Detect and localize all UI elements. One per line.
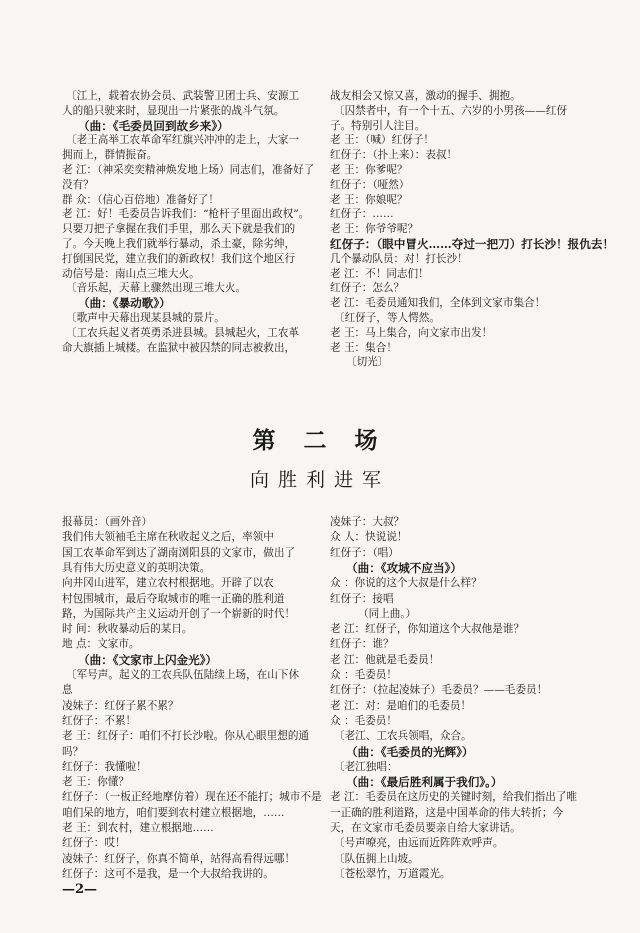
text-line: 地 点：文家市。 (62, 638, 140, 651)
text-line: 〔切光〕 (346, 356, 389, 369)
text-line: 路，为国际共产主义运动开创了一个崭新的时代！ (62, 607, 296, 620)
text-line: 红伢子：（眼中冒火……夺过一把刀）打长沙！报仇去！ (330, 237, 615, 251)
text-line: 〔苍松翠竹，万道霞光。 (334, 867, 451, 880)
text-line: 〔红伢子，等人愕然。 (334, 312, 440, 324)
text-line: （曲：《毛委员回到故乡来》） (78, 118, 229, 133)
text-line: 报幕员：（画外音） (62, 516, 153, 528)
text-line: 〔歌声中天幕出现某县城的景片。 (66, 312, 225, 324)
text-line: 红伢子：谁？ (330, 638, 394, 651)
text-line: 老 江：（神采奕奕精神焕发地上场）同志们，准备好了 (62, 164, 315, 176)
text-line: （曲：《毛委员的光辉》） (346, 744, 474, 759)
text-line: 红伢子：（拉起凌妹子）毛委员？——毛委员！ (330, 684, 548, 697)
text-line: 命大旗插上城楼。在监狱中被囚禁的同志被救出， (62, 341, 296, 354)
text-line: 具有伟大历史意义的英明决策。 (62, 561, 211, 574)
text-line: （曲：《文家市上闪金光》） (78, 652, 218, 667)
text-line: 息 (62, 684, 73, 697)
text-line: 〔工农兵起义者英勇杀进县城。县城起火，工农革 (66, 326, 300, 339)
text-line: （曲：《最后胜利属于我们》。） (346, 775, 503, 790)
text-line: 战友相会又惊又喜，激动的握手、拥抱。 (330, 90, 521, 102)
text-line: 〔老王高举工农革命军红旗兴冲冲的走上，大家一 (66, 134, 300, 147)
text-line: 没有？ (62, 178, 94, 191)
text-line: 红伢子：哎！ (62, 837, 126, 850)
text-line: 〔号声嘹亮，由远而近阵阵欢呼声。 (334, 837, 504, 850)
text-line: 〔军号声。起义的工农兵队伍陆续上场，在山下休 (66, 669, 300, 681)
text-line: 打倒国民党，建立我们的新政权！我们这个地区行 (62, 252, 296, 265)
text-line: 咱们呆的地方，咱们要到农村建立根据地，…… (62, 806, 285, 819)
text-line: 众 人：快说说！ (330, 531, 408, 544)
text-line: 〔江上，载着农协会员、武装警卫团士兵、安源工 (66, 90, 300, 102)
text-line: 天，在文家市毛委员要亲自给大家讲话。 (330, 822, 521, 834)
text-line: 众 ：你说的这个大叔是什么样？ (330, 577, 482, 590)
text-line: 凌妹子：红伢子，你真不简单，站得高看得远哪！ (62, 852, 296, 865)
text-line: 向井冈山进军，建立农村根据地。开辟了以农 (62, 577, 274, 590)
text-line: 众 ：毛委员！ (330, 714, 397, 727)
text-line: 红伢子：（唱） (330, 546, 399, 559)
text-line: 老 王：你爹呢？ (330, 164, 408, 176)
text-line: 老 江：毛委员通知我们，全体到文家市集合！ (330, 297, 546, 310)
text-line: 老 王：红伢子：咱们不打长沙啦。你从心眼里想的通 (62, 730, 310, 743)
text-line: 国工农革命军到达了湖南浏阳县的文家市，做出了 (62, 546, 296, 559)
text-line: 村包围城市，最后夺取城市的唯一正确的胜利道 (62, 592, 285, 605)
text-line: 红伢子：怎么？ (330, 282, 405, 295)
text-line: 只要刀把子拿握在我们手里，那么天下就是我们的 (62, 223, 296, 236)
text-line: 几个暴动队员：对！打长沙！ (330, 252, 468, 265)
text-line: 我们伟大领袖毛主席在秋收起义之后，率领中 (62, 531, 274, 544)
text-line: 〔老江独唱： (334, 760, 398, 773)
text-line: 吗？ (62, 745, 84, 758)
text-line: 子。特别引人注目。 (330, 119, 426, 132)
scene-subtitle: 向胜利进军 (249, 469, 390, 491)
text-line: 红伢子：（一板正经地摩仿着）现在还不能打；城市不是 (62, 791, 322, 804)
text-line: 拥而上，群情振奋。 (62, 149, 158, 162)
text-line: 老 王：你娘呢？ (330, 193, 408, 206)
text-line: 红伢子：…… (330, 208, 394, 221)
text-line: 众 ：毛委员！ (330, 669, 397, 681)
text-line: 人的船只驶来时，显现出一片紧张的战斗气氛。 (62, 104, 285, 117)
text-line: 老 王：到农村，建立根据地…… (62, 822, 214, 834)
text-line: 一正确的胜利道路，这是中国革命的伟大转折；今 (330, 806, 564, 819)
text-line: 〔音乐起，天幕上骤然出现三堆大火。 (66, 282, 247, 295)
text-line: 红伢子：接唱 (330, 592, 394, 605)
text-line: 老 王：你懂？ (62, 776, 129, 789)
page-number: —2— (62, 882, 98, 897)
text-line: 老 王：马上集合，向文家市出发！ (330, 326, 493, 339)
text-line: 时 间：秋收暴动后的某日。 (62, 623, 193, 636)
text-line: 动信号是：南山点三堆大火。 (62, 267, 200, 280)
text-line: 了。今天晚上我们就举行暴动，杀土豪，除劣绅， (62, 238, 296, 250)
text-line: 红伢子：这可不是我，是一个大叔给我讲的。 (62, 867, 274, 880)
text-line: 老 王：集合！ (330, 341, 397, 354)
text-line: 老 江：他就是毛委员！ (330, 653, 440, 666)
text-line: 红伢子：不累！ (62, 714, 137, 727)
text-line: 老 江：不！同志们！ (330, 267, 429, 280)
text-line: 老 江：毛委员在这历史的关键时刻，给我们指出了唯 (330, 791, 578, 804)
text-line: 老 王：（喊）红伢子！ (330, 134, 435, 147)
text-line: 老 江：红伢子，你知道这个大叔他是谁？ (330, 623, 525, 636)
text-line: 凌妹子：大叔？ (330, 516, 405, 528)
text-line: 红伢子：我懂啦！ (62, 760, 147, 773)
text-line: 红伢子：（哑然） (330, 178, 410, 191)
text-line: 〔队伍拥上山坡。 (334, 852, 419, 865)
scene-title: 第 二 场 (252, 428, 388, 454)
text-line: （曲：《暴动歌》） (78, 296, 171, 311)
text-line: 老 江：好！毛委员告诉我们：“枪杆子里面出政权”。 (62, 208, 310, 221)
text-line: 凌妹子：红伢子累不累？ (62, 699, 179, 712)
text-line: （同上曲。） (358, 607, 417, 620)
text-line: 老 江：对：是咱们的毛委员！ (330, 699, 472, 712)
text-line: 〔老江、工农兵领唱，众合。 (334, 730, 472, 743)
text-line: （曲：《攻城不应当》） (346, 560, 462, 575)
text-line: 红伢子：（扑上来）：表叔！ (330, 149, 458, 162)
text-line: 〔囚禁者中，有一个十五、六岁的小男孩——红伢 (334, 104, 568, 117)
text-line: 群 众：（信心百倍地）准备好了！ (62, 193, 219, 206)
text-line: 老 王：你爷爷呢？ (330, 223, 419, 236)
